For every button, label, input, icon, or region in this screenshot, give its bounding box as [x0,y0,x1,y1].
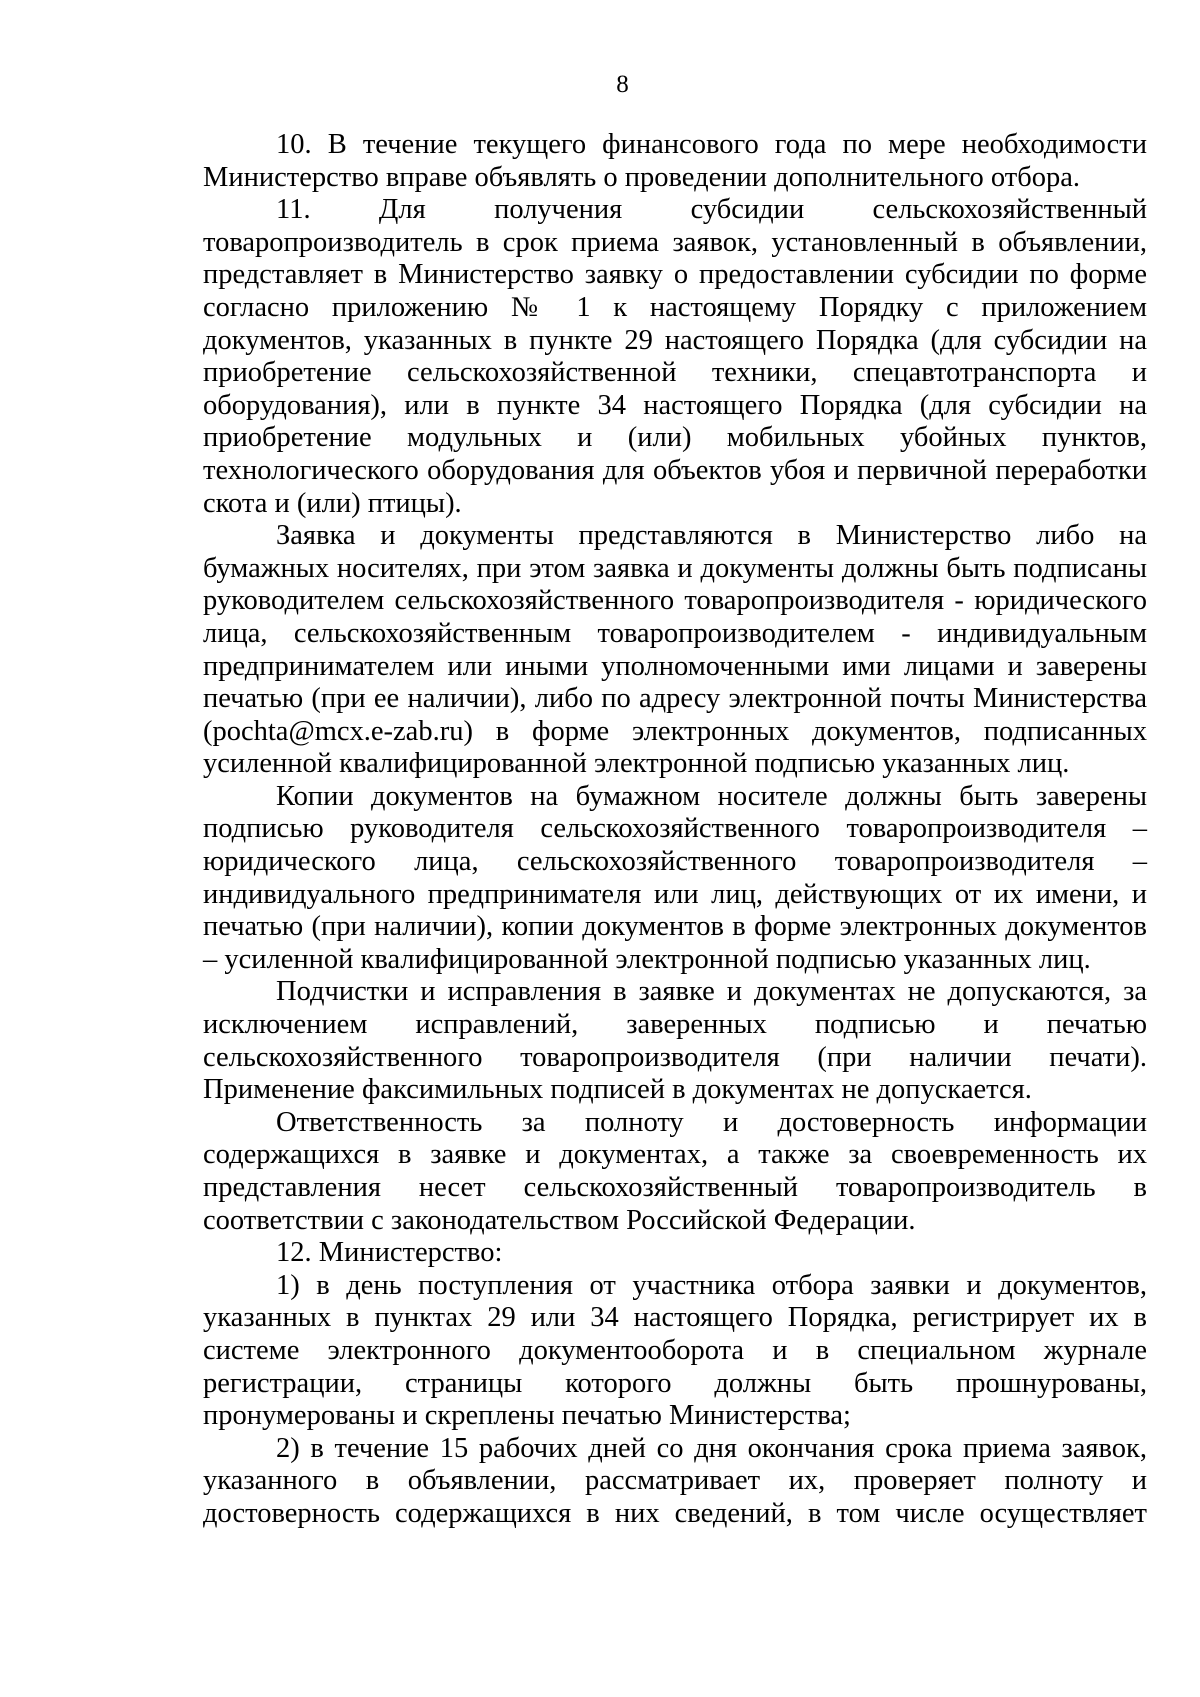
paragraph-12-item-1: 1) в день поступления от участника отбора заявки и документов, указанных в пунктах 29 или 34 настоящего Порядка, регистрирует их в системе электронного документооборота и в специальном журнале регистрации, страницы которого должны быть прошнурованы, пронумерованы и скреплены печатью Министерства; [203,1269,1147,1432]
paragraph-submission: Заявка и документы представляются в Министерство либо на бумажных носителях, при этом заявка и документы должны быть подписаны руководителем сельскохозяйственного товаропроизводителя - юридического лица, сельскохозяйственным товаропроизводителем - индивидуальным предпринимателем или иными уполномоченными ими лицами и заверены печатью (при ее наличии), либо по адресу электронной почты Министерства (pochta@mcx.e-zab.ru) в форме электронных документов, подписанных усиленной квалифицированной электронной подписью указанных лиц. [203,520,1147,780]
paragraph-corrections: Подчистки и исправления в заявке и документах не допускаются, за исключением исправлений, заверенных подписью и печатью сельскохозяйственного товаропроизводителя (при наличии печати). Применение факсимильных подписей в документах не допускается. [203,976,1147,1106]
paragraph-11: 11. Для получения субсидии сельскохозяйственный товаропроизводитель в срок приема заявок, установленный в объявлении, представляет в Министерство заявку о предоставлении субсидии по форме согласно приложению № 1 к настоящему Порядку с приложением документов, указанных в пункте 29 настоящего Порядка (для субсидии на приобретение сельскохозяйственной техники, спецавтотранспорта и оборудования), или в пункте 34 настоящего Порядка (для субсидии на приобретение модульных и (или) мобильных убойных пунктов, технологического оборудования для объектов убоя и первичной переработки скота и (или) птицы). [203,194,1147,519]
paragraph-responsibility: Ответственность за полноту и достоверность информации содержащихся в заявке и документах, а также за своевременность их представления несет сельскохозяйственный товаропроизводитель в соответствии с законодательством Российской Федерации. [203,1106,1147,1236]
paragraph-10: 10. В течение текущего финансового года по мере необходимости Министерство вправе объявлять о проведении дополнительного отбора. [203,129,1147,193]
paragraph-12: 12. Министерство: [276,1237,503,1269]
page-number: 8 [616,71,629,98]
paragraph-copies: Копии документов на бумажном носителе должны быть заверены подписью руководителя сельскохозяйственного товаропроизводителя – юридического лица, сельскохозяйственного товаропроизводителя – индивидуального предпринимателя или лиц, действующих от их имени, и печатью (при наличии), копии документов в форме электронных документов – усиленной квалифицированной электронной подписью указанных лиц. [203,780,1147,975]
document-body [203,129,1147,1531]
paragraph-12-item-2: 2) в течение 15 рабочих дней со дня окончания срока приема заявок, указанного в объявлении, рассматривает их, проверяет полноту и достоверность содержащихся в них сведений, в том числе осуществляет [203,1432,1147,1529]
